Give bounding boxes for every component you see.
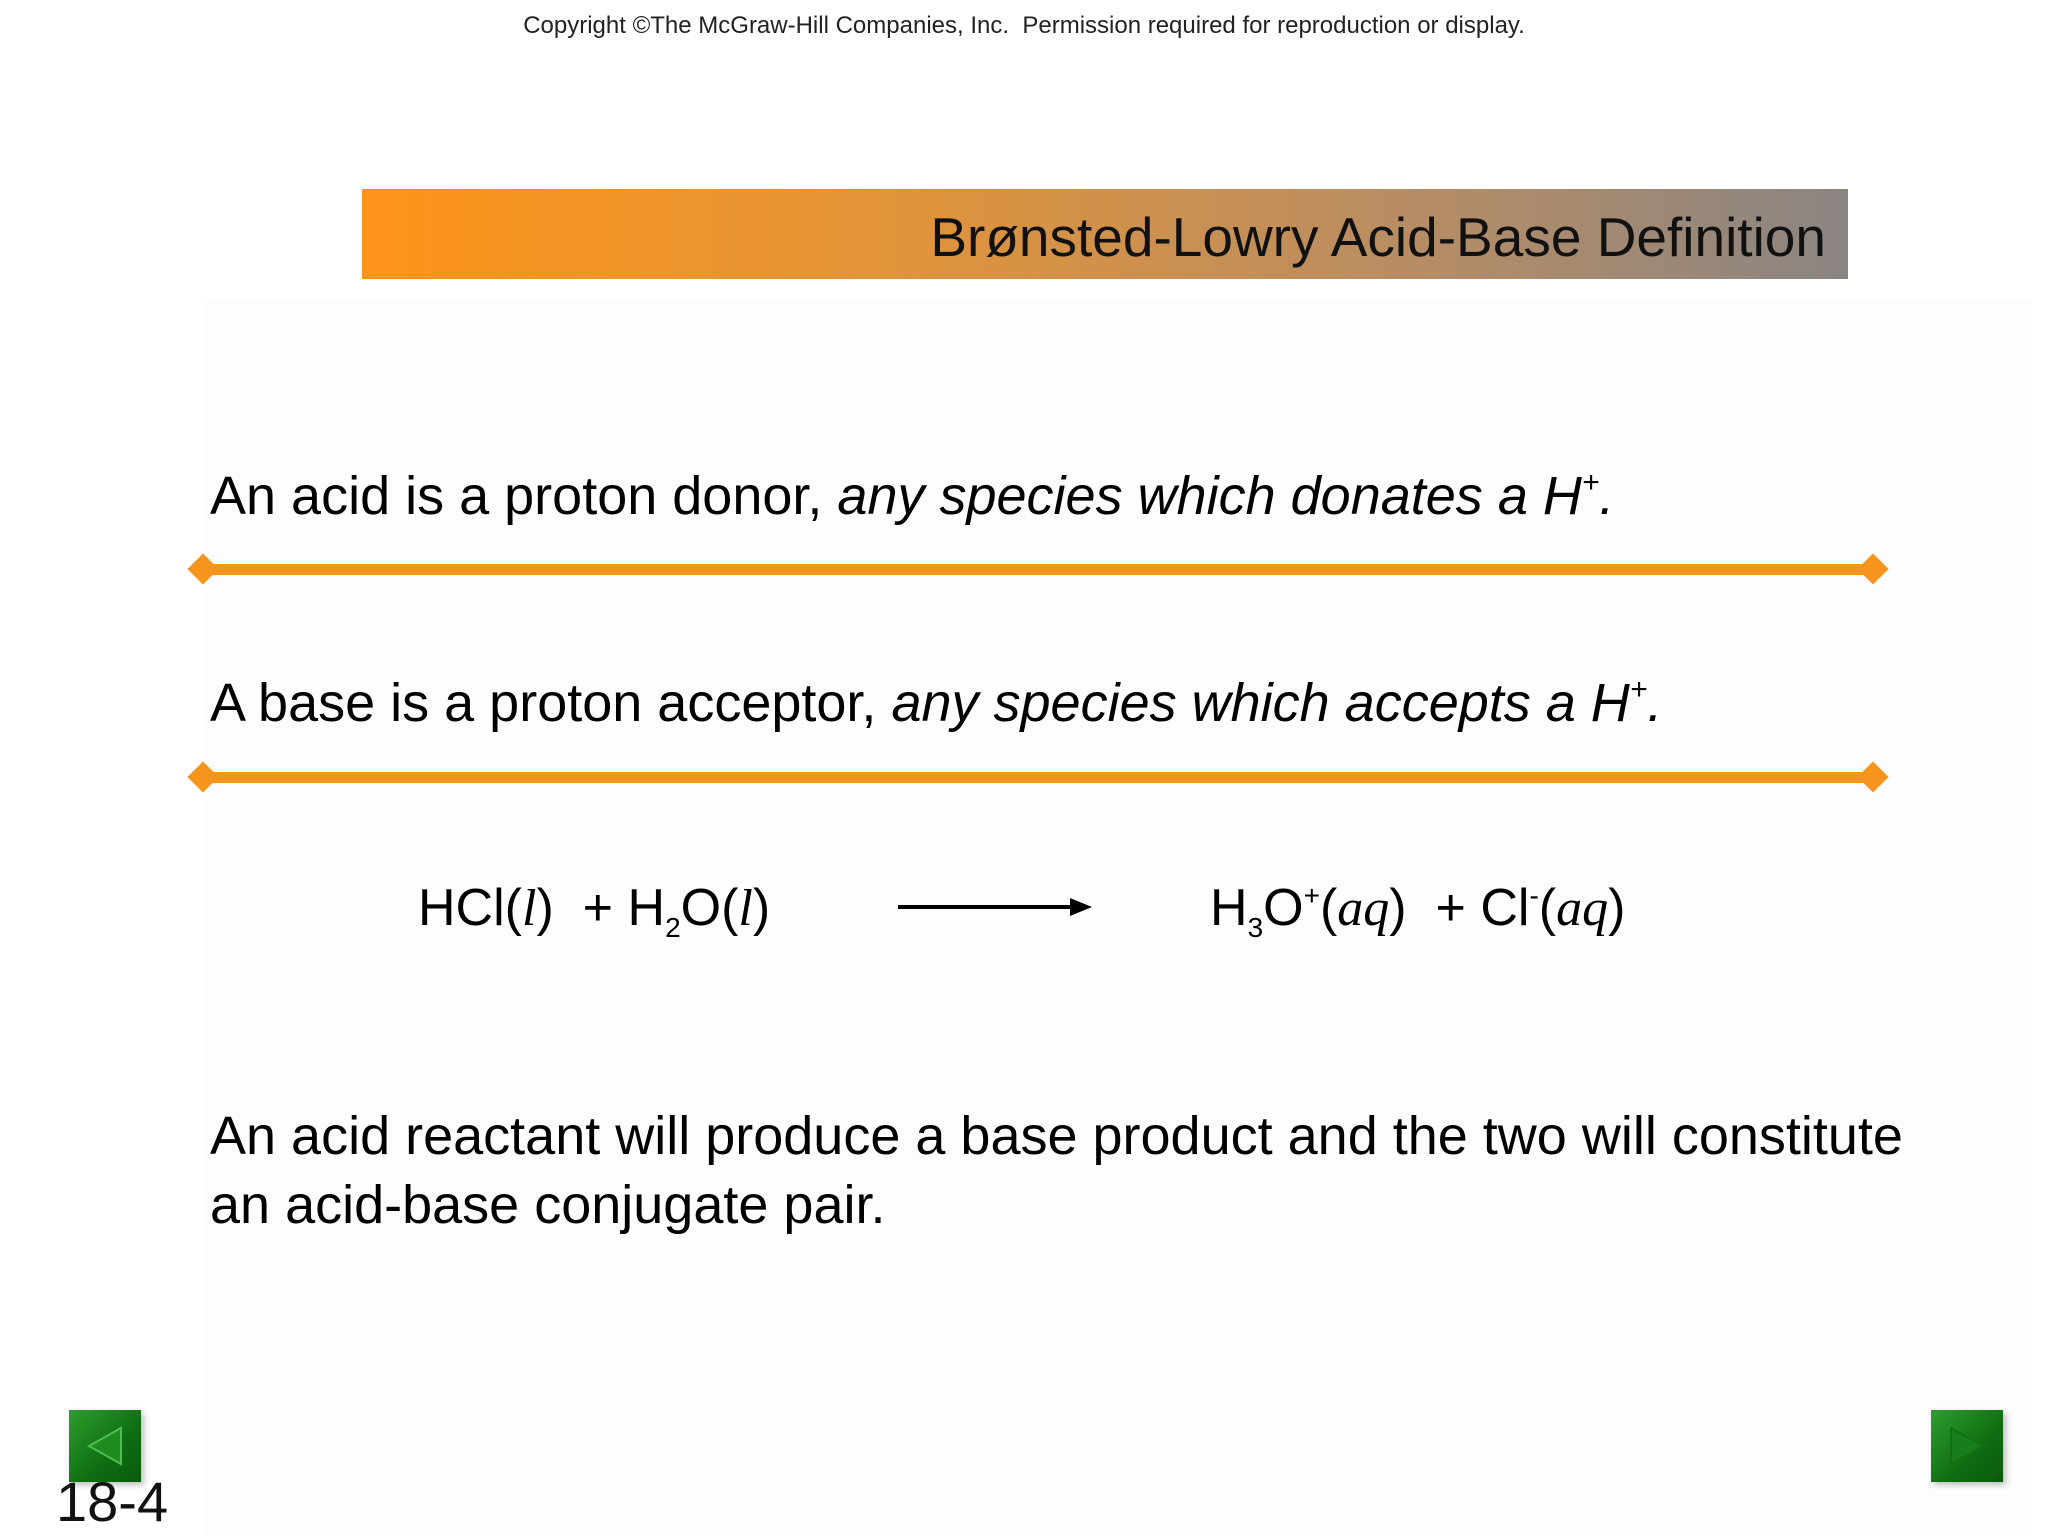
title-banner — [362, 189, 1848, 279]
base-definition-italic: any species which accepts a H+. — [891, 673, 1663, 733]
equation-products: $H_3O^+(aq) + Cl^-(aq)$ — [1210, 879, 1626, 943]
diamond-right-icon — [1857, 553, 1888, 584]
base-divider — [188, 762, 1888, 792]
base-definition — [210, 672, 1662, 734]
diamond-left-icon — [187, 761, 218, 792]
conclusion-text: An acid reactant will produce a base product and the two will constitute an acid-base conjugate pair. — [210, 1106, 1903, 1235]
diamond-right-icon — [1857, 761, 1888, 792]
slide-title: Brønsted-Lowry Acid-Base Definition — [930, 206, 1826, 268]
base-definition-plain: A base is a proton acceptor, — [210, 673, 892, 733]
acid-definition-italic: any species which donates a H+. — [837, 466, 1615, 526]
acid-definition — [210, 465, 1614, 527]
acid-definition-plain: An acid is a proton donor, — [210, 466, 838, 526]
copyright-notice: Copyright ©The McGraw-Hill Companies, Inc. Permission required for reproduction or display. — [523, 12, 1525, 39]
diamond-left-icon — [187, 553, 218, 584]
slide-number: 18-4 — [56, 1470, 169, 1533]
equation-reactants: $HCl(l) + H_2O(l)$ — [418, 879, 771, 943]
next-slide-button[interactable] — [1931, 1410, 2003, 1482]
reaction-arrow-icon — [898, 895, 1092, 919]
triangle-right-icon — [1931, 1410, 2003, 1482]
acid-divider — [188, 554, 1888, 584]
